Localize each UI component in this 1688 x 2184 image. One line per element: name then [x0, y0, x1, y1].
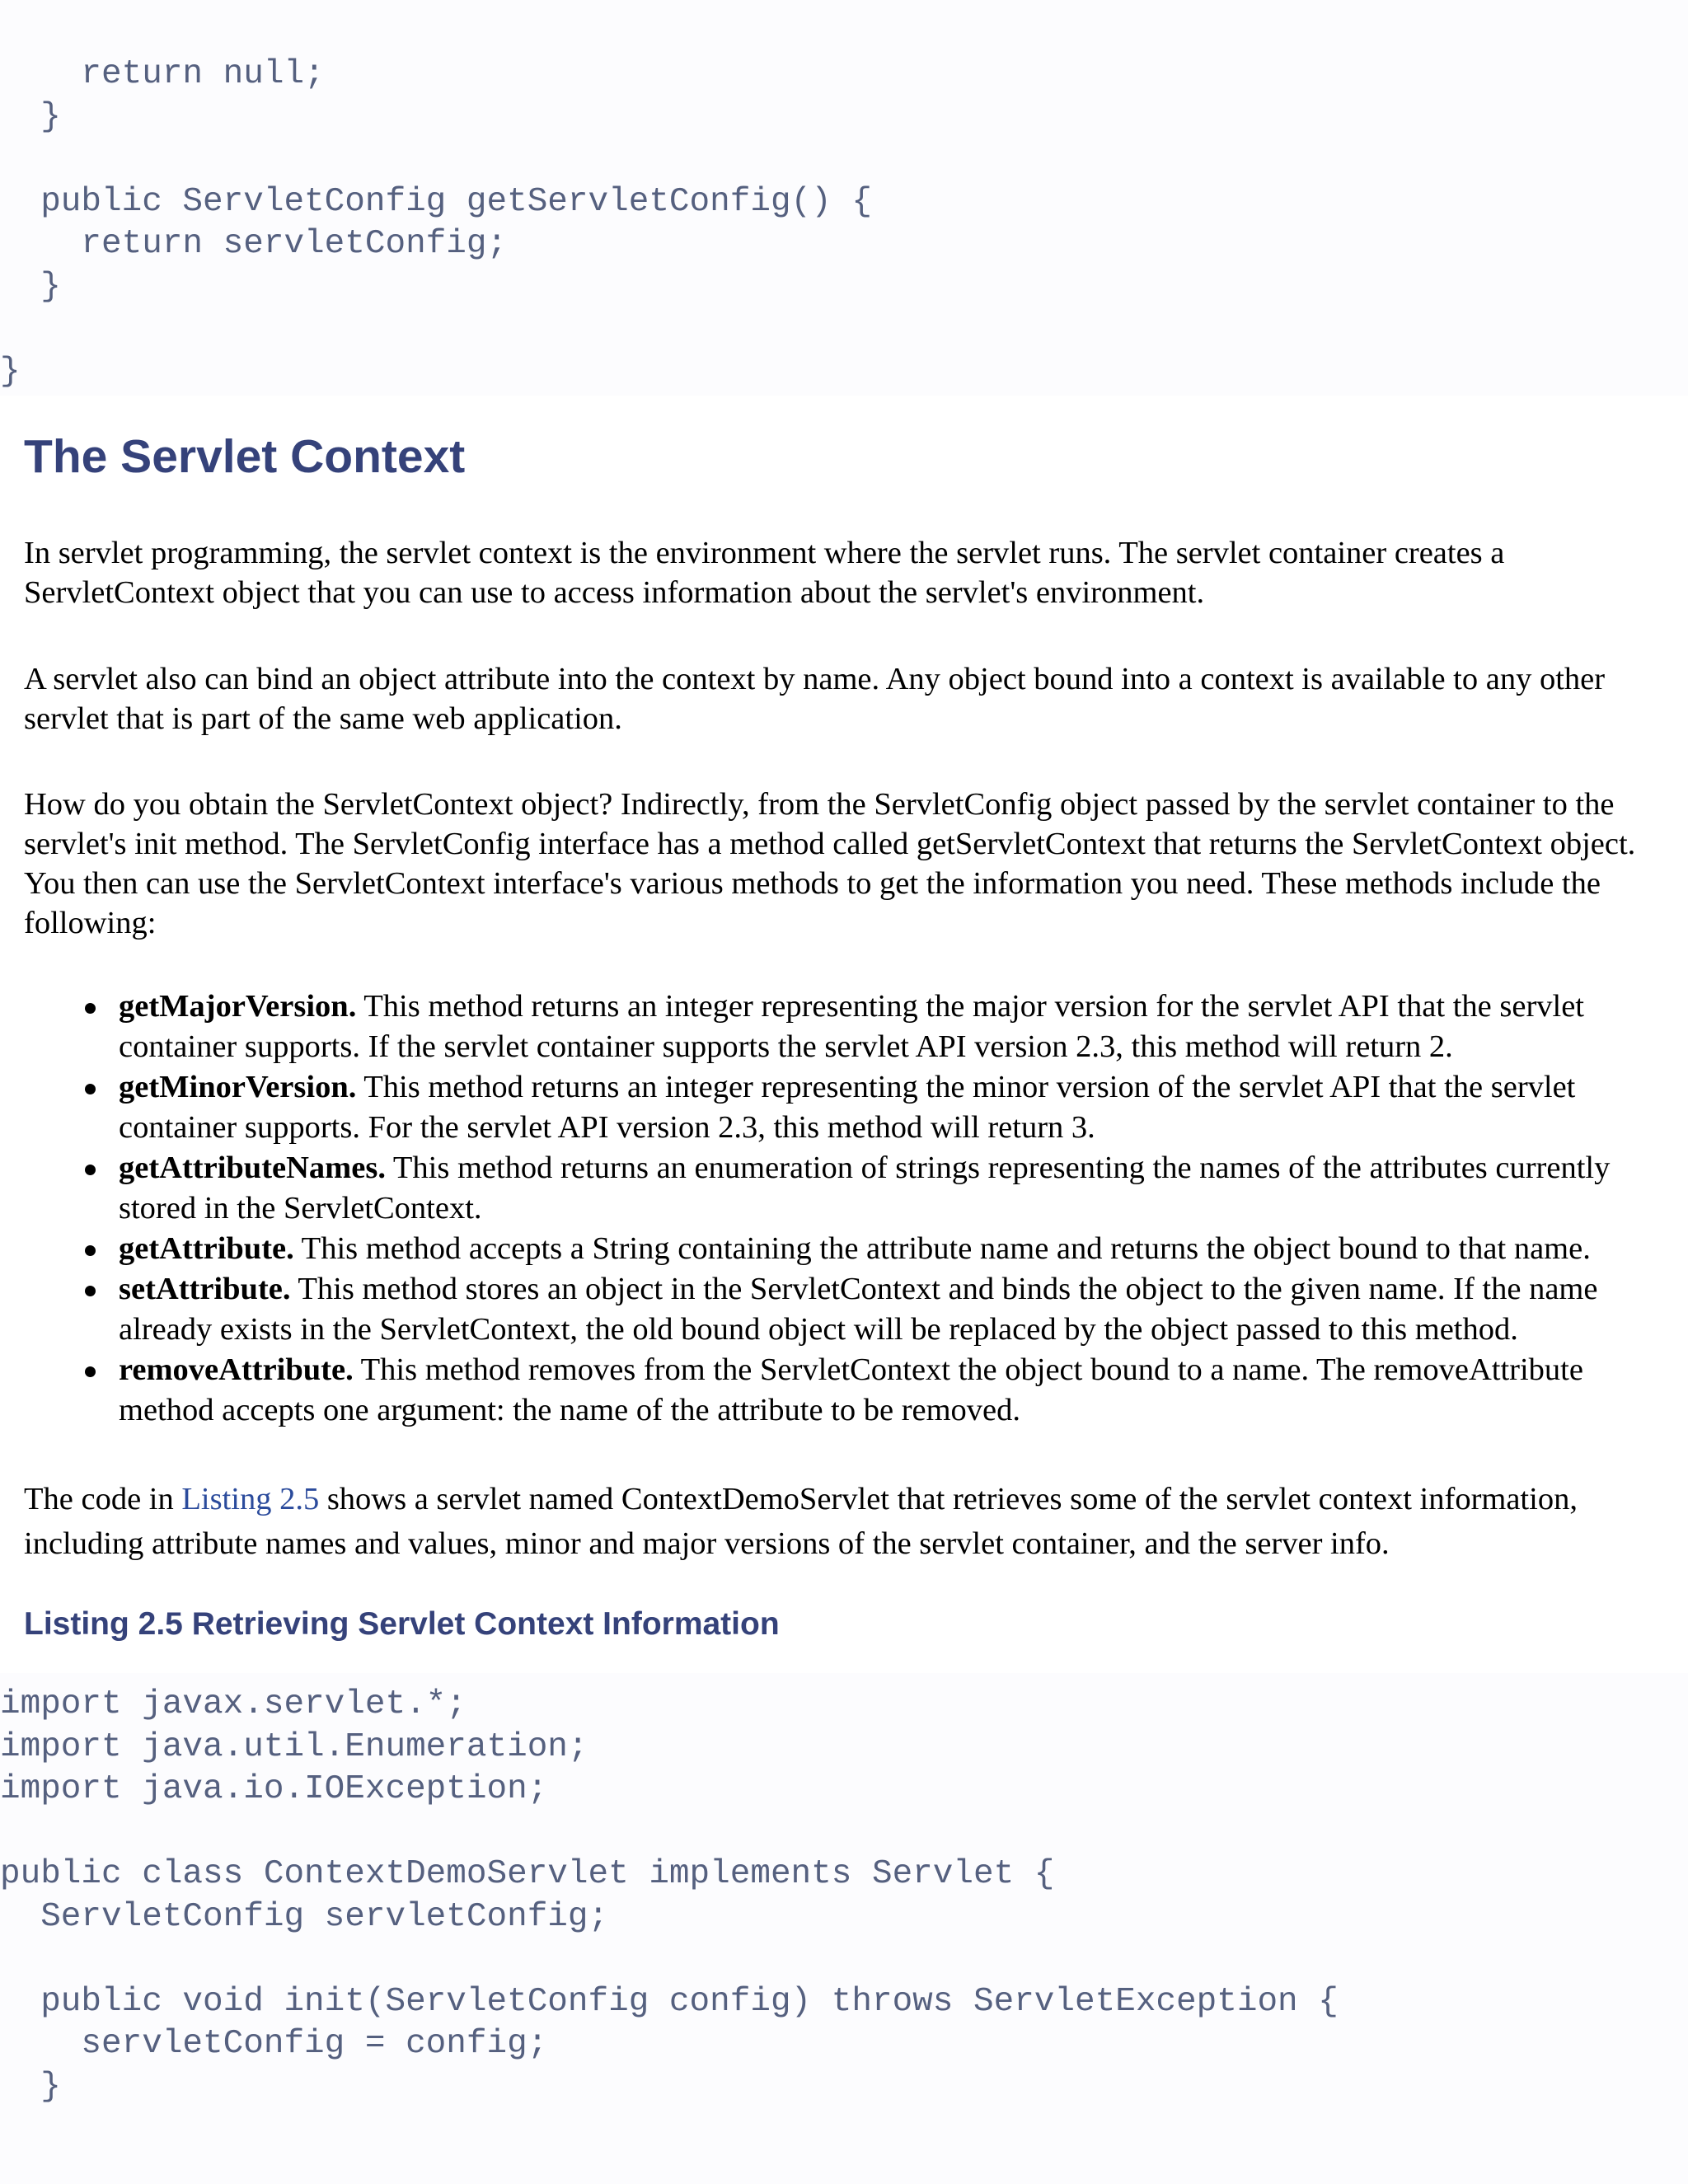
method-description: This method stores an object in the ServletContext and binds the object to the given name. If the name already exists in the ServletContext, the old bound object will be replaced by the object passed to this method. — [119, 1272, 1598, 1347]
method-description: This method returns an enumeration of strings representing the names of the attributes currently stored in the ServletContext. — [119, 1151, 1611, 1226]
list-item — [0, 1067, 1668, 1148]
listing-intro-before: The code in — [24, 1482, 182, 1516]
code-line: return servletConfig; — [0, 225, 508, 263]
code-line: } — [0, 267, 61, 306]
method-term: getAttributeNames. — [119, 1151, 386, 1185]
code-line: } — [0, 97, 61, 136]
code-block-listing — [0, 1684, 1339, 2108]
method-list — [0, 987, 1688, 1431]
code-line: ServletConfig servletConfig; — [0, 1897, 609, 1936]
list-item — [0, 1350, 1668, 1431]
code-line: public class ContextDemoServlet implements Servlet { — [0, 1855, 1055, 1893]
code-line: public ServletConfig getServletConfig() { — [0, 182, 872, 221]
paragraph-servlet-context: In servlet programming, the servlet context is the environment where the servlet runs. The servlet container creates a ServletContext object that you can use to access information about the servlet's environment. — [24, 536, 1505, 610]
paragraph-bind-attribute: A servlet also can bind an object attribute into the context by name. Any object bound into a context is available to any other servlet that is part of the same web application. — [24, 662, 1606, 736]
bullet-icon — [85, 1286, 96, 1296]
list-item — [0, 1148, 1668, 1229]
code-line: return null; — [0, 55, 325, 93]
method-description: This method removes from the ServletContext the object bound to a name. The removeAttribute method accepts one argument: the name of the attribute to be removed. — [119, 1352, 1583, 1427]
code-line: public void init(ServletConfig config) throws ServletException { — [0, 1982, 1339, 2021]
code-line: import javax.servlet.*; — [0, 1685, 467, 1723]
method-term: getMinorVersion. — [119, 1070, 357, 1104]
listing-caption: Listing 2.5 Retrieving Servlet Context Information — [24, 1606, 780, 1642]
listing-link[interactable]: Listing 2.5 — [181, 1482, 320, 1516]
bullet-icon — [85, 1084, 96, 1094]
method-term: setAttribute. — [119, 1272, 291, 1306]
bullet-icon — [85, 1366, 96, 1377]
method-description: This method returns an integer representing the minor version of the servlet API that the servlet container supports. For the servlet API version 2.3, this method will return 3. — [119, 1070, 1576, 1145]
code-line: import java.util.Enumeration; — [0, 1727, 588, 1766]
code-line: } — [0, 352, 21, 391]
code-line: } — [0, 2067, 61, 2106]
method-description: This method returns an integer representing the major version for the servlet API that the servlet container supports. If the servlet container supports the servlet API version 2.3, this method will return 2. — [119, 989, 1585, 1064]
paragraph-obtain-context: How do you obtain the ServletContext object? Indirectly, from the ServletConfig object passed by the servlet container to the servlet's init method. The ServletConfig interface has a method called getServletContext that returns the ServletContext object. You then can use the ServletContext interface's various methods to get the information you need. These methods include the following: — [24, 787, 1636, 940]
bullet-icon — [85, 1245, 96, 1256]
list-item — [0, 987, 1668, 1067]
method-term: removeAttribute. — [119, 1352, 354, 1387]
section-heading: The Servlet Context — [24, 430, 466, 483]
paragraph-listing-intro — [24, 1477, 1664, 1566]
bullet-icon — [85, 1003, 96, 1014]
method-description: This method accepts a String containing the attribute name and returns the object bound to that name. — [293, 1231, 1591, 1266]
code-line: servletConfig = config; — [0, 2025, 548, 2063]
list-item — [0, 1269, 1668, 1350]
listing-intro-after: shows a servlet named ContextDemoServlet that retrieves some of the servlet context information, including attribute names and values, minor and major versions of the servlet container, and the server info. — [24, 1482, 1578, 1561]
code-line — [0, 1811, 1339, 1854]
method-term: getMajorVersion. — [119, 989, 357, 1024]
code-line: import java.io.IOException; — [0, 1770, 548, 1808]
method-term: getAttribute. — [119, 1231, 294, 1266]
code-block-top — [0, 54, 872, 393]
bullet-icon — [85, 1165, 96, 1175]
code-line — [0, 138, 872, 181]
list-item — [0, 1229, 1668, 1269]
code-line — [0, 308, 872, 351]
code-line — [0, 1938, 1339, 1981]
